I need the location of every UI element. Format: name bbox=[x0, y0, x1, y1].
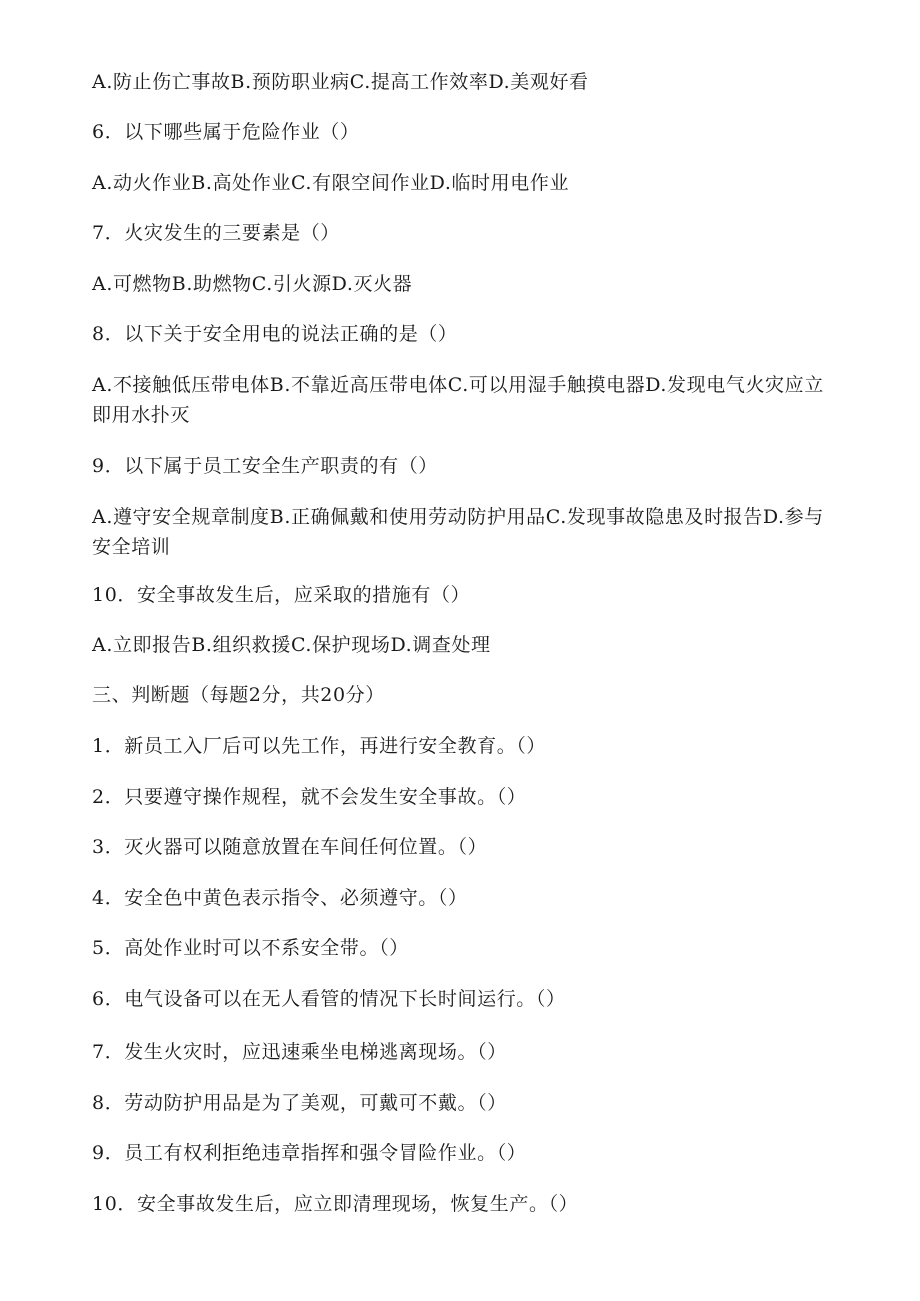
q7-text: 7．火灾发生的三要素是（） bbox=[92, 222, 340, 244]
tf-item-10: 10．安全事故发生后，应立即清理现场，恢复生产。（） bbox=[92, 1193, 579, 1215]
tf-item-6: 6．电气设备可以在无人看管的情况下长时间运行。（） bbox=[92, 988, 566, 1010]
tf-item-5: 5．高处作业时可以不系安全带。（） bbox=[92, 937, 409, 959]
q6-options: A.动火作业B.高处作业C.有限空间作业D.临时用电作业 bbox=[92, 172, 570, 194]
q10-text: 10．安全事故发生后，应采取的措施有（） bbox=[92, 584, 471, 606]
q5-options: A.防止伤亡事故B.预防职业病C.提高工作效率D.美观好看 bbox=[92, 71, 589, 93]
q8-options: A.不接触低压带电体B.不靠近高压带电体C.可以用湿手触摸电器D.发现电气火灾应立即用水扑灭 bbox=[92, 374, 824, 426]
q7-options: A.可燃物B.助燃物C.引火源D.灭火器 bbox=[92, 273, 413, 295]
tf-item-1: 1．新员工入厂后可以先工作，再进行安全教育。（） bbox=[92, 735, 546, 757]
q9-options: A.遵守安全规章制度B.正确佩戴和使用劳动防护用品C.发现事故隐患及时报告D.参与安全培训 bbox=[92, 506, 824, 558]
q10-options: A.立即报告B.组织救援C.保护现场D.调查处理 bbox=[92, 634, 491, 656]
tf-item-2: 2．只要遵守操作规程，就不会发生安全事故。（） bbox=[92, 786, 527, 808]
q8-text: 8．以下关于安全用电的说法正确的是（） bbox=[92, 323, 458, 345]
q9-text: 9．以下属于员工安全生产职责的有（） bbox=[92, 455, 438, 477]
tf-item-7: 7．发生火灾时，应迅速乘坐电梯逃离现场。（） bbox=[92, 1041, 507, 1063]
tf-item-3: 3．灭火器可以随意放置在车间任何位置。（） bbox=[92, 836, 488, 858]
section-heading-true-false: 三、判断题（每题2分，共20分） bbox=[92, 684, 385, 706]
tf-item-9: 9．员工有权利拒绝违章指挥和强令冒险作业。（） bbox=[92, 1142, 527, 1164]
tf-item-8: 8．劳动防护用品是为了美观，可戴可不戴。（） bbox=[92, 1092, 507, 1114]
q6-text: 6．以下哪些属于危险作业（） bbox=[92, 121, 360, 143]
tf-item-4: 4．安全色中黄色表示指令、必须遵守。（） bbox=[92, 887, 468, 909]
